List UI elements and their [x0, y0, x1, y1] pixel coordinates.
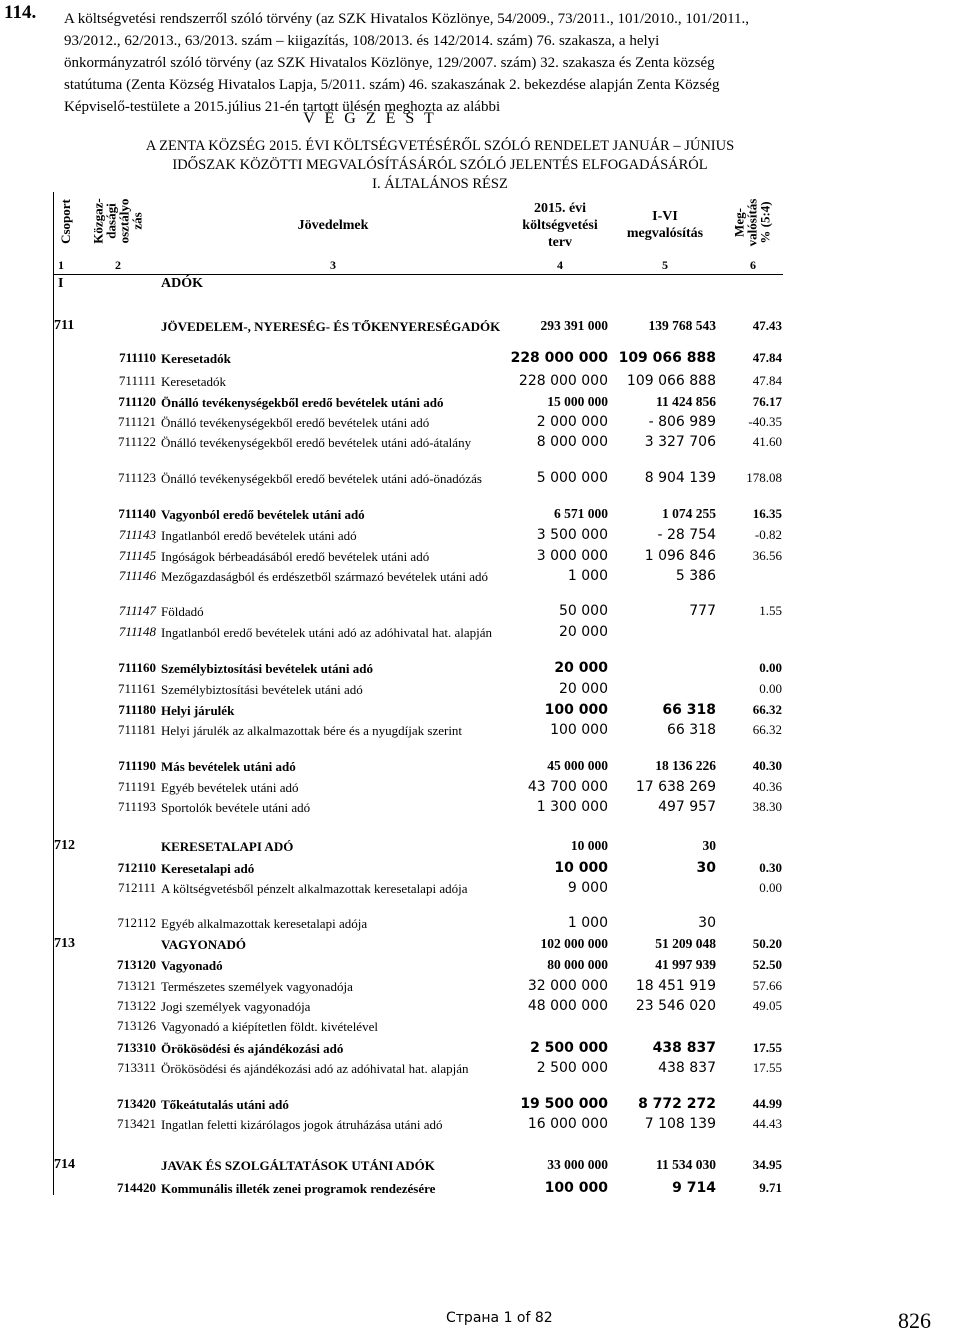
row-description: Más bevételek utáni adó	[161, 759, 296, 774]
col-number: 1	[58, 258, 64, 272]
row-description: Önálló tevékenységekből eredő bevételek utáni adó	[161, 395, 444, 410]
row-realized-value: 23 546 020	[635, 998, 716, 1014]
intro-paragraph	[64, 8, 884, 118]
row-code: 711147	[118, 603, 156, 618]
row-code: 713420	[117, 1096, 156, 1111]
row-realized-value: - 28 754	[657, 527, 716, 543]
row-code: 713126	[117, 1018, 156, 1033]
row-code: 711140	[118, 506, 156, 521]
row-description: Vagyonadó a kiépítetlen földt. kivételével	[161, 1019, 378, 1034]
row-description: Önálló tevékenységekből eredő bevételek utáni adó-önadózás	[161, 471, 482, 486]
row-percentage: 44.99	[752, 1096, 782, 1111]
row-plan-value: 16 000 000	[527, 1116, 608, 1132]
row-description: Sportolók bevétele utáni adó	[161, 800, 311, 815]
row-percentage: 40.30	[752, 758, 782, 773]
row-description: Ingatlanból eredő bevételek utáni adó	[161, 528, 357, 543]
row-description: Jogi személyek vagyonadója	[161, 999, 311, 1014]
row-description: A költségvetésből pénzelt alkalmazottak keresetalapi adója	[161, 881, 468, 896]
row-percentage: 17.55	[752, 1060, 782, 1075]
row-code: 713311	[117, 1060, 156, 1075]
row-description: Egyéb bevételek utáni adó	[161, 780, 299, 795]
row-plan-value: 3 000 000	[536, 548, 608, 564]
intro-line: statútuma (Zenta Község Hivatalos Lapja, 5/2011. szám) 46. szakaszának 2. bekezdése alapján Zenta Község	[64, 77, 720, 93]
row-percentage: 49.05	[752, 998, 782, 1013]
row-plan-value: 80 000 000	[547, 957, 608, 972]
row-percentage: 38.30	[752, 799, 782, 814]
row-code: 711190	[118, 758, 156, 773]
row-description: Kommunális illeték zenei programok rendezésére	[161, 1181, 436, 1196]
row-description: JÖVEDELEM-, NYERESÉG- ÉS TŐKENYERESÉGADÓK	[161, 319, 501, 334]
row-description: Ingatlan feletti kizárólagos jogok átruházása utáni adó	[161, 1117, 443, 1132]
row-plan-value: 9 000	[567, 880, 608, 896]
row-class: 712	[54, 838, 75, 853]
row-realized-value: 3 327 706	[644, 434, 716, 450]
row-plan-value: 20 000	[554, 660, 608, 676]
row-realized-value: 438 837	[652, 1040, 716, 1056]
row-plan-value: 100 000	[550, 722, 608, 738]
row-realized-value: 777	[689, 603, 716, 619]
row-plan-value: 3 500 000	[536, 527, 608, 543]
row-code: 711120	[118, 394, 156, 409]
row-percentage: 47.84	[752, 350, 782, 365]
row-plan-value: 1 000	[567, 568, 608, 584]
row-plan-value: 228 000 000	[518, 373, 608, 389]
row-realized-value: 41 997 939	[655, 957, 716, 972]
row-realized-value: 497 957	[658, 799, 716, 815]
row-code: 713310	[117, 1040, 156, 1055]
row-code: 711110	[119, 350, 156, 365]
row-realized-value: 30	[702, 838, 716, 853]
row-description: Egyéb alkalmazottak keresetalapi adója	[161, 916, 368, 931]
row-percentage: 57.66	[752, 978, 782, 993]
row-plan-value: 2 500 000	[536, 1060, 608, 1076]
row-plan-value: 5 000 000	[536, 470, 608, 486]
row-description: Tőkeátutalás utáni adó	[161, 1097, 289, 1112]
row-code: 711146	[118, 568, 156, 583]
row-realized-value: 109 066 888	[626, 373, 716, 389]
row-class: 711	[54, 318, 75, 333]
decree-title	[100, 137, 780, 194]
col-number: 3	[330, 258, 336, 272]
row-plan-value: 19 500 000	[520, 1096, 608, 1112]
row-percentage: 1.55	[759, 603, 782, 618]
row-percentage: 52.50	[752, 957, 782, 972]
intro-line: 93/2012., 62/2013., 63/2013. szám – kiigazítás, 108/2013. és 142/2014. szám) 76. szakasza, a helyi	[64, 33, 660, 49]
col-number: 4	[557, 258, 563, 272]
row-description: Örökösödési és ajándékozási adó az adóhivatal hat. alapján	[161, 1061, 469, 1076]
row-percentage: 66.32	[752, 702, 782, 717]
row-percentage: 0.00	[759, 880, 782, 895]
row-realized-value: 18 136 226	[655, 758, 716, 773]
row-realized-value: 1 074 255	[662, 506, 716, 521]
row-code: 711111	[118, 373, 156, 388]
header-megvalositas: I-VI megvalósítás	[626, 209, 704, 241]
header-jovedelmek: Jövedelmek	[297, 218, 369, 233]
row-plan-value: 20 000	[559, 681, 608, 697]
row-realized-value: - 806 989	[648, 414, 716, 430]
row-percentage: 44.43	[752, 1116, 782, 1131]
row-description: Ingatlanból eredő bevételek utáni adó az adóhivatal hat. alapján	[161, 625, 492, 640]
row-realized-value: 8 904 139	[644, 470, 716, 486]
row-code: 711191	[117, 779, 156, 794]
row-description: Személybiztosítási bevételek utáni adó	[161, 661, 373, 676]
row-plan-value: 100 000	[544, 702, 608, 718]
page-footer: Страна 1 of 82	[446, 1310, 553, 1326]
row-code: 712111	[117, 880, 156, 895]
row-realized-value: 11 534 030	[655, 1157, 716, 1172]
row-realized-value: 7 108 139	[644, 1116, 716, 1132]
row-percentage: -0.82	[754, 527, 782, 542]
header-szazalek: Meg- valósítás % (5:4)	[731, 198, 773, 246]
row-realized-value: 51 209 048	[655, 936, 716, 951]
row-description: Helyi járulék	[161, 703, 235, 718]
row-percentage: 41.60	[752, 434, 782, 449]
corner-page-number: 826	[898, 1308, 931, 1333]
row-percentage: 34.95	[752, 1157, 782, 1172]
row-realized-value: 5 386	[675, 568, 716, 584]
row-code: 714420	[117, 1180, 156, 1195]
intro-line: önkormányzatról szóló törvény (az SZK Hivatalos Közlönye, 129/2007. szám) 32. szakasza és Zenta község	[64, 55, 715, 71]
row-plan-value: 102 000 000	[540, 936, 608, 951]
row-code: 713120	[117, 957, 156, 972]
row-plan-value: 50 000	[559, 603, 608, 619]
row-description: Helyi járulék az alkalmazottak bére és a nyugdíjak szerint	[161, 723, 463, 738]
row-code: 713421	[117, 1116, 156, 1131]
row-realized-value: 109 066 888	[618, 350, 716, 366]
intro-line: A költségvetési rendszerről szóló törvény (az SZK Hivatalos Közlönye, 54/2009., 73/2011., 101/2010., 101/2011.,	[64, 11, 750, 27]
decree-line: A ZENTA KÖZSÉG 2015. ÉVI KÖLTSÉGVETÉSÉRŐL SZÓLÓ RENDELET JANUÁR – JÚNIUS	[145, 138, 735, 154]
table-left-border	[53, 192, 54, 1195]
vegzes-heading: V É G Z É S T	[303, 110, 437, 127]
col-number: 2	[115, 258, 121, 272]
row-realized-value: 11 424 856	[655, 394, 716, 409]
row-description: Földadó	[161, 604, 204, 619]
row-description: Természetes személyek vagyonadója	[161, 979, 353, 994]
row-description: Önálló tevékenységekből eredő bevételek utáni adó-átalány	[161, 435, 472, 450]
row-code: 711121	[117, 414, 156, 429]
row-percentage: 0.00	[759, 660, 782, 675]
row-realized-value: 139 768 543	[648, 318, 716, 333]
row-code: 711143	[118, 527, 156, 542]
row-code: 711123	[117, 470, 156, 485]
row-realized-value: 8 772 272	[638, 1096, 716, 1112]
row-description: Keresetalapi adó	[161, 861, 255, 876]
group-label: ADÓK	[161, 276, 203, 291]
row-description: Önálló tevékenységekből eredő bevételek utáni adó	[161, 415, 430, 430]
row-description: JAVAK ÉS SZOLGÁLTATÁSOK UTÁNI ADÓK	[161, 1158, 435, 1173]
row-realized-value: 1 096 846	[644, 548, 716, 564]
row-code: 711180	[118, 702, 156, 717]
row-description: Keresetadók	[161, 351, 231, 366]
col-number: 5	[662, 258, 668, 272]
row-plan-value: 43 700 000	[527, 779, 608, 795]
row-realized-value: 18 451 919	[635, 978, 716, 994]
row-percentage: 47.43	[752, 318, 782, 333]
row-class: 713	[54, 936, 75, 951]
header-kozgazdasagi-osztalyozas: Közgaz- dasági osztályo zás	[90, 198, 145, 244]
row-percentage: 47.84	[752, 373, 782, 388]
row-description: Mezőgazdaságból és erdészetből származó bevételek utáni adó	[161, 569, 489, 584]
row-plan-value: 48 000 000	[527, 998, 608, 1014]
row-code: 711193	[117, 799, 156, 814]
col-number: 6	[750, 258, 756, 272]
row-realized-value: 30	[698, 915, 716, 931]
row-plan-value: 8 000 000	[536, 434, 608, 450]
row-plan-value: 33 000 000	[547, 1157, 608, 1172]
row-description: Ingóságok bérbeadásából eredő bevételek utáni adó	[161, 549, 430, 564]
row-realized-value: 17 638 269	[635, 779, 716, 795]
row-percentage: 178.08	[746, 470, 782, 485]
row-plan-value: 2 500 000	[530, 1040, 608, 1056]
row-percentage: 0.30	[759, 860, 782, 875]
row-percentage: -40.35	[748, 414, 782, 429]
row-percentage: 36.56	[752, 548, 782, 563]
row-plan-value: 6 571 000	[554, 506, 608, 521]
row-plan-value: 1 300 000	[536, 799, 608, 815]
row-code: 711181	[117, 722, 156, 737]
row-percentage: 50.20	[752, 936, 782, 951]
row-code: 711148	[118, 624, 156, 639]
row-plan-value: 45 000 000	[547, 758, 608, 773]
group-code: I	[58, 276, 64, 291]
row-description: Vagyonból eredő bevételek utáni adó	[161, 507, 365, 522]
row-code: 711145	[118, 548, 156, 563]
row-code: 713121	[117, 978, 156, 993]
row-realized-value: 9 714	[672, 1180, 716, 1196]
row-description: Keresetadók	[161, 374, 226, 389]
row-percentage: 17.55	[752, 1040, 782, 1055]
row-code: 712110	[117, 860, 156, 875]
row-realized-value: 30	[696, 860, 716, 876]
row-percentage: 0.00	[759, 681, 782, 696]
intro-line: Képviselő-testülete a 2015.július 21-én tartott ülésén meghozta az alábbi	[64, 99, 501, 115]
row-plan-value: 100 000	[544, 1180, 608, 1196]
row-percentage: 76.17	[752, 394, 782, 409]
header-csoport: Csoport	[57, 198, 73, 244]
row-plan-value: 20 000	[559, 624, 608, 640]
row-percentage: 40.36	[752, 779, 782, 794]
row-code: 713122	[117, 998, 156, 1013]
page-number: 114.	[4, 2, 37, 23]
row-code: 711160	[118, 660, 156, 675]
row-plan-value: 10 000	[570, 838, 608, 853]
decree-line: IDŐSZAK KÖZÖTTI MEGVALÓSÍTÁSÁRÓL SZÓLÓ JELENTÉS ELFOGADÁSÁRÓL	[172, 157, 708, 173]
row-realized-value: 66 318	[667, 722, 716, 738]
row-plan-value: 10 000	[554, 860, 608, 876]
row-description: Vagyonadó	[161, 958, 223, 973]
row-percentage: 16.35	[752, 506, 782, 521]
row-plan-value: 2 000 000	[536, 414, 608, 430]
row-realized-value: 66 318	[662, 702, 716, 718]
row-description: Személybiztosítási bevételek utáni adó	[161, 682, 363, 697]
row-plan-value: 15 000 000	[547, 394, 608, 409]
row-code: 712112	[117, 915, 156, 930]
row-plan-value: 228 000 000	[510, 350, 608, 366]
row-plan-value: 32 000 000	[527, 978, 608, 994]
row-code: 711122	[117, 434, 156, 449]
row-code: 711161	[117, 681, 156, 696]
row-percentage: 9.71	[759, 1180, 782, 1195]
row-description: VAGYONADÓ	[161, 937, 246, 952]
row-class: 714	[54, 1157, 75, 1172]
row-plan-value: 1 000	[567, 915, 608, 931]
header-terv: 2015. évi költségvetési terv	[522, 201, 598, 250]
row-realized-value: 438 837	[658, 1060, 716, 1076]
row-description: Örökösödési és ajándékozási adó	[161, 1041, 344, 1056]
row-percentage: 66.32	[752, 722, 782, 737]
row-description: KERESETALAPI ADÓ	[161, 839, 294, 854]
decree-line: I. ÁLTALÁNOS RÉSZ	[372, 176, 508, 192]
header-divider	[53, 274, 783, 275]
row-plan-value: 293 391 000	[540, 318, 608, 333]
